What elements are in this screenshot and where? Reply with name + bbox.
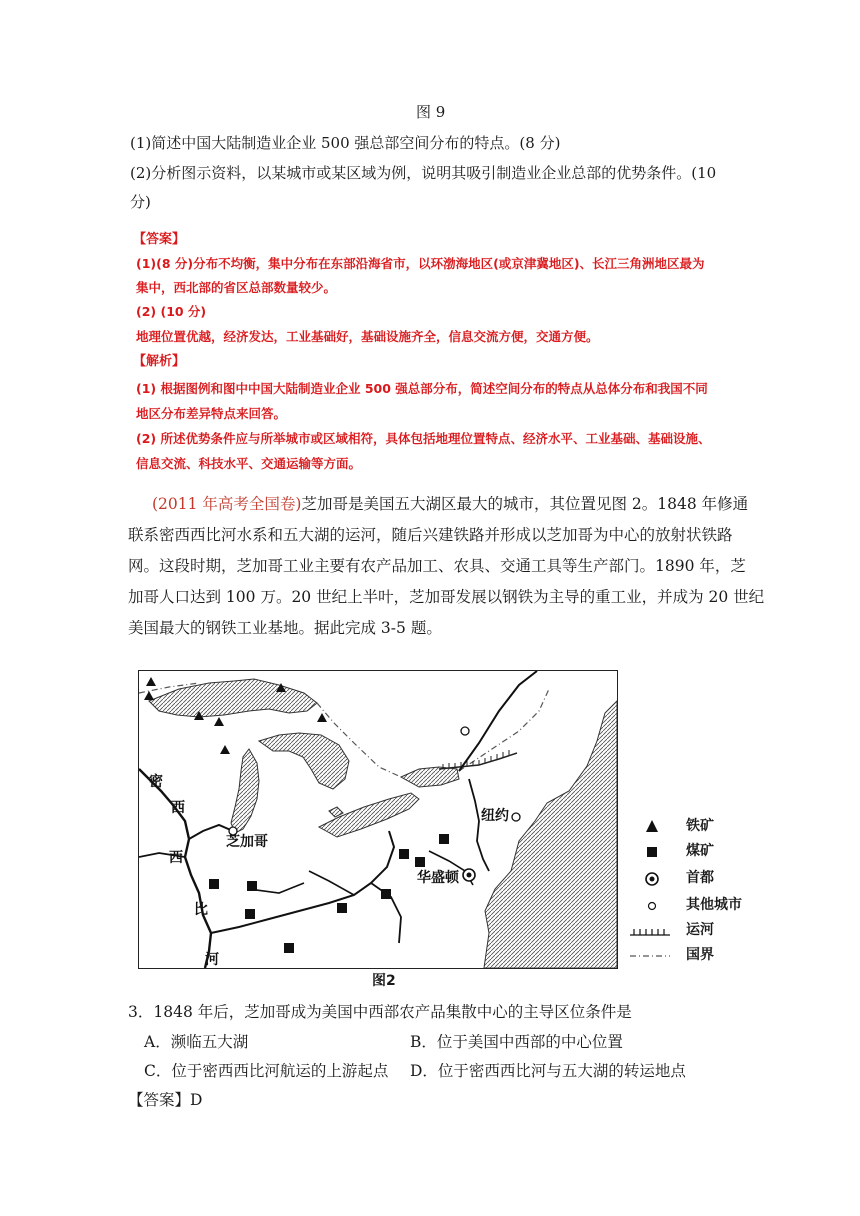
answer-tag: 【答案】 [133,232,186,247]
question-1: (1)简述中国大陆制造业企业 500 强总部空间分布的特点。(8 分) [130,134,561,152]
legend-coal-label: 煤矿 [686,843,714,859]
tributary-3 [309,871,354,895]
figure-caption: 图 9 [416,103,446,121]
option-d: D．位于密西西比河与五大湖的转运地点 [410,1062,686,1080]
question-3-answer: 【答案】D [128,1091,203,1109]
coal-marker [415,857,425,867]
option-a: A．濒临五大湖 [144,1033,249,1051]
capital-legend-icon [630,869,670,889]
option-c: C．位于密西西比河航运的上游起点 [144,1062,389,1080]
coal-marker [284,943,294,953]
answer-2-head: (2) (10 分) [136,304,207,319]
canal-line [439,753,517,769]
border-legend-icon [630,946,670,966]
legend-iron-label: 铁矿 [686,818,714,834]
analysis-2-line2: 信息交流、科技水平、交通运输等方面。 [136,456,362,471]
legend-border-label: 国界 [686,947,714,963]
iron-marker [220,745,230,754]
legend-capital-label: 首都 [686,870,714,886]
answer-1-line1: (1)(8 分)分布不均衡，集中分布在东部沿海省市，以环渤海地区(或京津冀地区)、长江三角洲地区最为 [136,256,705,271]
lake-ontario [401,767,459,787]
coal-markers [209,834,449,953]
passage-source: (2011 年高考全国卷) [152,495,302,513]
legend-city-label: 其他城市 [686,897,742,913]
label-mississippi-3: 西 [169,850,183,866]
iron-marker [144,691,154,700]
answer-2-line: 地理位置优越，经济发达，工业基础好，基础设施齐全，信息交流方便，交通方便。 [136,329,599,344]
label-mississippi-4: 比 [194,902,208,918]
city-legend-icon [630,896,670,916]
label-mississippi-1: 密 [149,774,163,790]
coal-marker [399,849,409,859]
map-caption: 图2 [372,973,396,989]
lake-huron [259,733,349,789]
label-newyork: 纽约 [481,808,509,824]
question-2-line2: 分) [130,193,151,211]
lake-superior [149,679,317,717]
iron-legend-icon [630,817,670,837]
label-mississippi-2: 西 [171,800,185,816]
map-figure-2 [138,670,618,969]
lake-michigan [231,749,259,833]
passage-line4: 加哥人口达到 100 万。20 世纪上半叶，芝加哥发展以钢铁为主导的重工业，并成为 20 世纪 [128,588,765,606]
coal-legend-icon [630,842,670,862]
coal-marker [209,879,219,889]
option-b: B．位于美国中西部的中心位置 [410,1033,623,1051]
passage-line5: 美国最大的钢铁工业基地。据此完成 3-5 题。 [128,619,442,637]
label-mississippi-5: 河 [205,952,219,968]
iron-marker [317,713,327,722]
tributary-4 [249,883,304,893]
passage-line3: 网。这段时期，芝加哥工业主要有农产品加工、农具、交通工具等生产部门。1890 年，芝 [128,557,746,575]
map-drawing [139,671,617,968]
coal-marker [247,881,257,891]
label-washington: 华盛顿 [417,870,459,886]
question-3-stem: 3．1848 年后，芝加哥成为美国中西部农产品集散中心的主导区位条件是 [128,1003,632,1021]
washington-marker-inner [467,873,472,878]
st-lawrence-river [459,671,537,771]
passage-line1-text: 芝加哥是美国五大湖区最大的城市，其位置见图 2。1848 年修通 [301,495,749,513]
passage-line1 [152,493,748,515]
analysis-1-line1: (1) 根据图例和图中中国大陆制造业企业 500 强总部分布，简述空间分布的特点从总体分布和我国不同 [136,381,708,396]
analysis-1-line2: 地区分布差异特点来回答。 [136,406,287,421]
answer-1-line2: 集中，西北部的省区总部数量较少。 [136,280,337,295]
newyork-marker [512,813,520,821]
label-chicago: 芝加哥 [226,834,268,850]
iron-marker [214,717,224,726]
iron-marker [146,677,156,686]
lake-st-clair [329,807,343,817]
hudson-river [469,779,489,871]
analysis-tag: 【解析】 [133,354,186,369]
question-2-line1: (2)分析图示资料，以某城市或某区域为例，说明其吸引制造业企业总部的优势条件。(10 [130,164,717,182]
analysis-2-line1: (2) 所述优势条件应与所举城市或区域相符，具体包括地理位置特点、经济水平、工业基础、基础设施、 [136,431,711,446]
canal-city-marker [461,727,469,735]
canal-legend-icon [630,921,670,941]
coal-marker [439,834,449,844]
coal-marker [381,889,391,899]
legend-canal-label: 运河 [686,922,714,938]
coal-marker [337,903,347,913]
coal-marker [245,909,255,919]
passage-line2: 联系密西西比河水系和五大湖的运河，随后兴建铁路并形成以芝加哥为中心的放射状铁路 [128,526,733,544]
